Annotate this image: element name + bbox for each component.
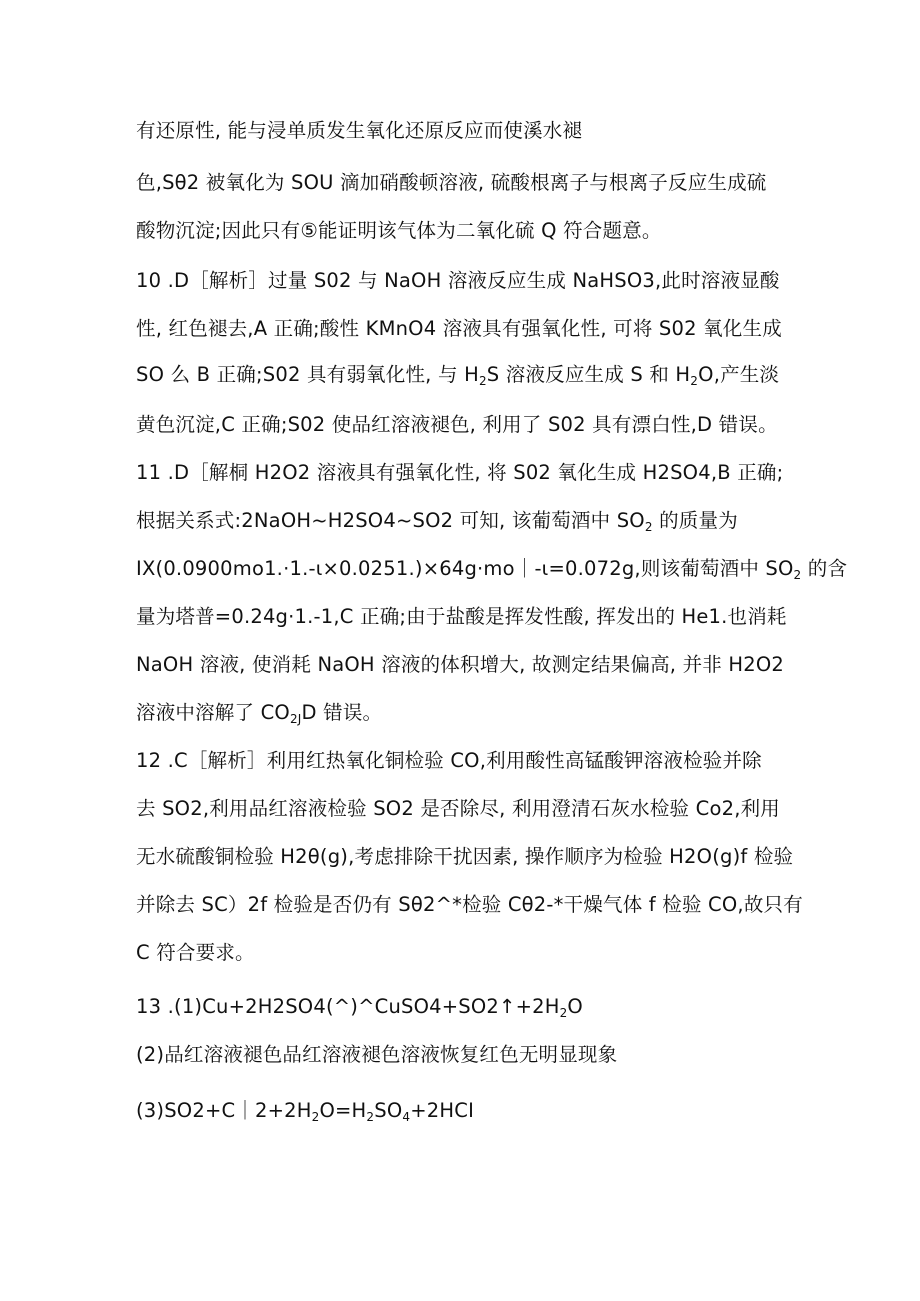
- text-line-6: SO 么 B 正确;S02 具有弱氧化性, 与 $H_2S$ 溶液反应生成 S 和 $H_2O$,产生淡: [136, 363, 780, 388]
- text-line-15: 去 SO2,利用品红溶液检验 SO2 是否除尽, 利用澄清石灰水检验 Co2,利用: [136, 797, 781, 820]
- text-line-16: 无水硫酸铜检验 H2θ(g),考虑排除干扰因素, 操作顺序为检验 H2O(g)f 检验: [136, 845, 794, 868]
- text-line-9: 根据关系式:2NaOH~H2SO4~SO2 可知, 该葡萄酒中 $SO_2$ 的质量为: [136, 509, 738, 534]
- text-line-20: (2)品红溶液褪色品红溶液褪色溶液恢复红色无明显现象: [136, 1043, 618, 1066]
- text-line-4: 10 .D［解析］过量 S02 与 NaOH 溶液反应生成 NaHSO3,此时溶液显酸: [136, 269, 780, 292]
- text-line-19: 13 $.(1)Cu+2H2SO4(\^{})\^{}CuSO4+SO2↑+2H_2O$: [136, 995, 583, 1020]
- text-line-2: 色,Sθ2 被氧化为 SOU 滴加硝酸顿溶液, 硫酸根离子与根离子反应生成硫: [136, 171, 767, 194]
- text-line-14: 12 .C［解析］利用红热氧化铜检验 CO,利用酸性高锰酸钾溶液检验并除: [136, 749, 762, 772]
- text-line-3: 酸物沉淀;因此只有⑤能证明该气体为二氧化硫 Q 符合题意。: [136, 219, 662, 242]
- text-line-5: 性, 红色褪去,A 正确;酸性 KMnO4 溶液具有强氧化性, 可将 S02 氧化生成: [136, 317, 782, 340]
- text-line-12: NaOH 溶液, 使消耗 NaOH 溶液的体积增大, 故测定结果偏高, 并非 H2O2: [136, 653, 785, 676]
- text-line-8: 11 .D［解桐 H2O2 溶液具有强氧化性, 将 S02 氧化生成 H2SO4,B 正确;: [136, 461, 784, 484]
- text-line-1: 有还原性, 能与浸单质发生氧化还原反应而使溪水褪: [136, 119, 583, 142]
- text-line-13: 溶液中溶解了 $CO_{2J}D$ 错误。: [136, 701, 383, 726]
- text-line-18: C 符合要求。: [136, 941, 255, 964]
- text-line-21: $(3)SO2+C|2+2H_2O=H_2SO_4+2HCI$: [136, 1099, 475, 1124]
- text-line-7: 黄色沉淀,C 正确;S02 使品红溶液褪色, 利用了 S02 具有漂白性,D 错误。: [136, 413, 778, 436]
- text-line-11: 量为塔普=0.24g·1.-1,C 正确;由于盐酸是挥发性酸, 挥发出的 He1.也消耗: [136, 605, 787, 628]
- text-line-10: IX(0.0900mo1.·1.-ι×0.0251.)×64g·mo｜-ι=0.072g,则该葡萄酒中 $SO_2$ 的含: [136, 557, 848, 582]
- text-line-17: 并除去 SC）2f 检验是否仍有 Sθ2^*检验 Cθ2-*干燥气体 f 检验 CO,故只有: [136, 893, 803, 916]
